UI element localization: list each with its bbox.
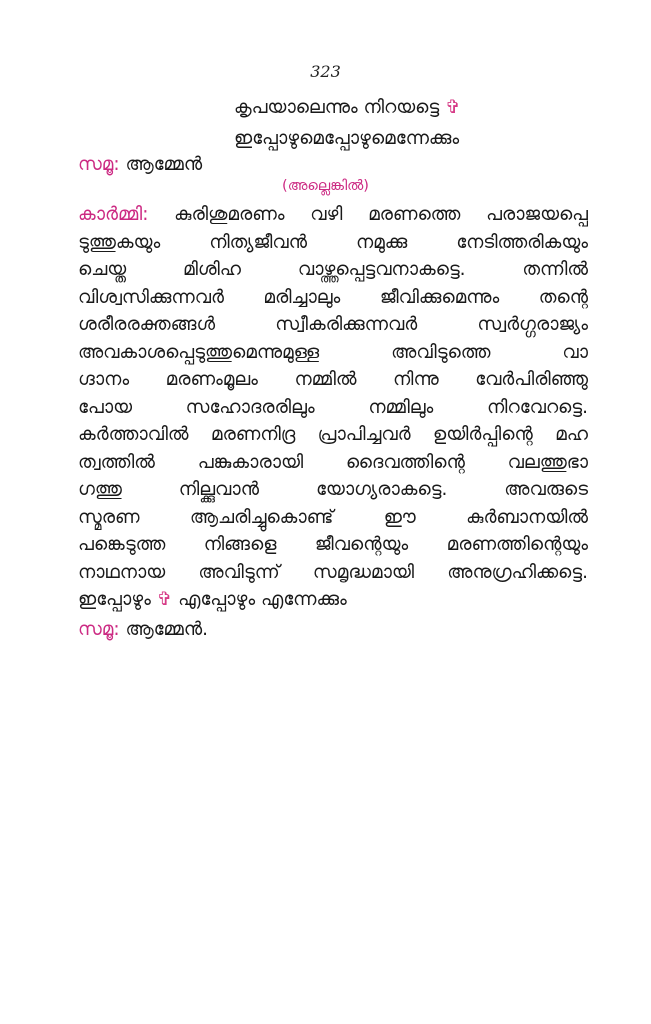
prayer-line: ശരീരരക്തങ്ങൾ സ്വീകരിക്കുന്നവർ സ്വർഗ്ഗരാജ്യം [78, 314, 588, 335]
prayer-line: ടുത്തുകയും നിത്യജീവൻ നമുക്കു നേടിത്തരികയും [78, 231, 588, 253]
prayer-line: പങ്കെടുത്ത നിങ്ങളെ ജീവന്റെയും മരണത്തിന്റെയും [78, 534, 588, 555]
page-number: 323 [310, 62, 341, 81]
prayer-line: ചെയ്ത മിശിഹ വാഴ്ത്തപ്പെട്ടവനാകട്ടെ. തന്നിൽ [78, 259, 588, 280]
prayer-line-text: കുരിശുമരണം വഴി മരണത്തെ പരാജയപ്പെ [174, 204, 588, 225]
prayer-line: പോയ സഹോദരരിലും നമ്മിലും നിറവേറട്ടെ. [78, 396, 588, 418]
cross-icon: ✞ [445, 97, 461, 118]
prayer-line: നാഥനായ അവിടുന്ന് സമൃദ്ധമായി അനുഗ്രഹിക്കട്ടെ. [78, 561, 588, 583]
speaker-label-congregation: സമൂ: [78, 619, 120, 640]
prayer-line [78, 201, 588, 229]
congregation-response-2 [78, 619, 208, 640]
prayer-line: ഗ്ദാനം മരണംമൂലം നമ്മിൽ നിന്നു വേർപിരിഞ്ഞു [78, 369, 588, 390]
speaker-label-congregation: സമൂ: [78, 154, 120, 175]
speaker-label-celebrant: കാർമ്മി: [78, 204, 149, 225]
blessing-block [234, 92, 461, 154]
closing-after-text: എപ്പോഴും എന്നേക്കും [178, 589, 347, 610]
congregation-response-1 [78, 154, 202, 175]
blessing-line-1-text: കൃപയാലെന്നും നിറയട്ടെ [234, 97, 440, 118]
prayer-line: ത്വത്തിൽ പങ്കുകാരായി ദൈവത്തിന്റെ വലത്തുഭാ [78, 451, 588, 473]
prayer-line: കർത്താവിൽ മരണനിദ്ര പ്രാപിച്ചവർ ഉയിർപ്പിന്റെ മഹ [78, 424, 588, 445]
closing-before-text: ഇപ്പോഴും [78, 589, 151, 610]
prayer-line: സ്മരണ ആചരിച്ചുകൊണ്ട് ഈ കുർബാനയിൽ [78, 506, 588, 528]
prayer-closing-line [78, 586, 588, 614]
blessing-line-2: ഇപ്പോഴുമെപ്പോഴുമെന്നേക്കും [234, 128, 460, 149]
prayer-line: അവകാശപ്പെടുത്തുമെന്നുമുള്ള അവിടുത്തെ വാ [78, 341, 588, 363]
response-text: ആമ്മേൻ. [125, 619, 209, 640]
prayer-line: വിശ്വസിക്കുന്നവർ മരിച്ചാലും ജീവിക്കുമെന്നും തന്റെ [78, 286, 588, 308]
prayer-line: ഗത്തു നില്ക്കുവാൻ യോഗ്യരാകട്ടെ. അവരുടെ [78, 479, 588, 500]
alternative-label: (അല്ലെങ്കിൽ) [282, 178, 369, 194]
response-text: ആമ്മേൻ [125, 154, 203, 175]
celebrant-prayer [78, 201, 588, 614]
cross-icon: ✞ [156, 589, 173, 610]
blessing-line-1 [234, 92, 461, 123]
